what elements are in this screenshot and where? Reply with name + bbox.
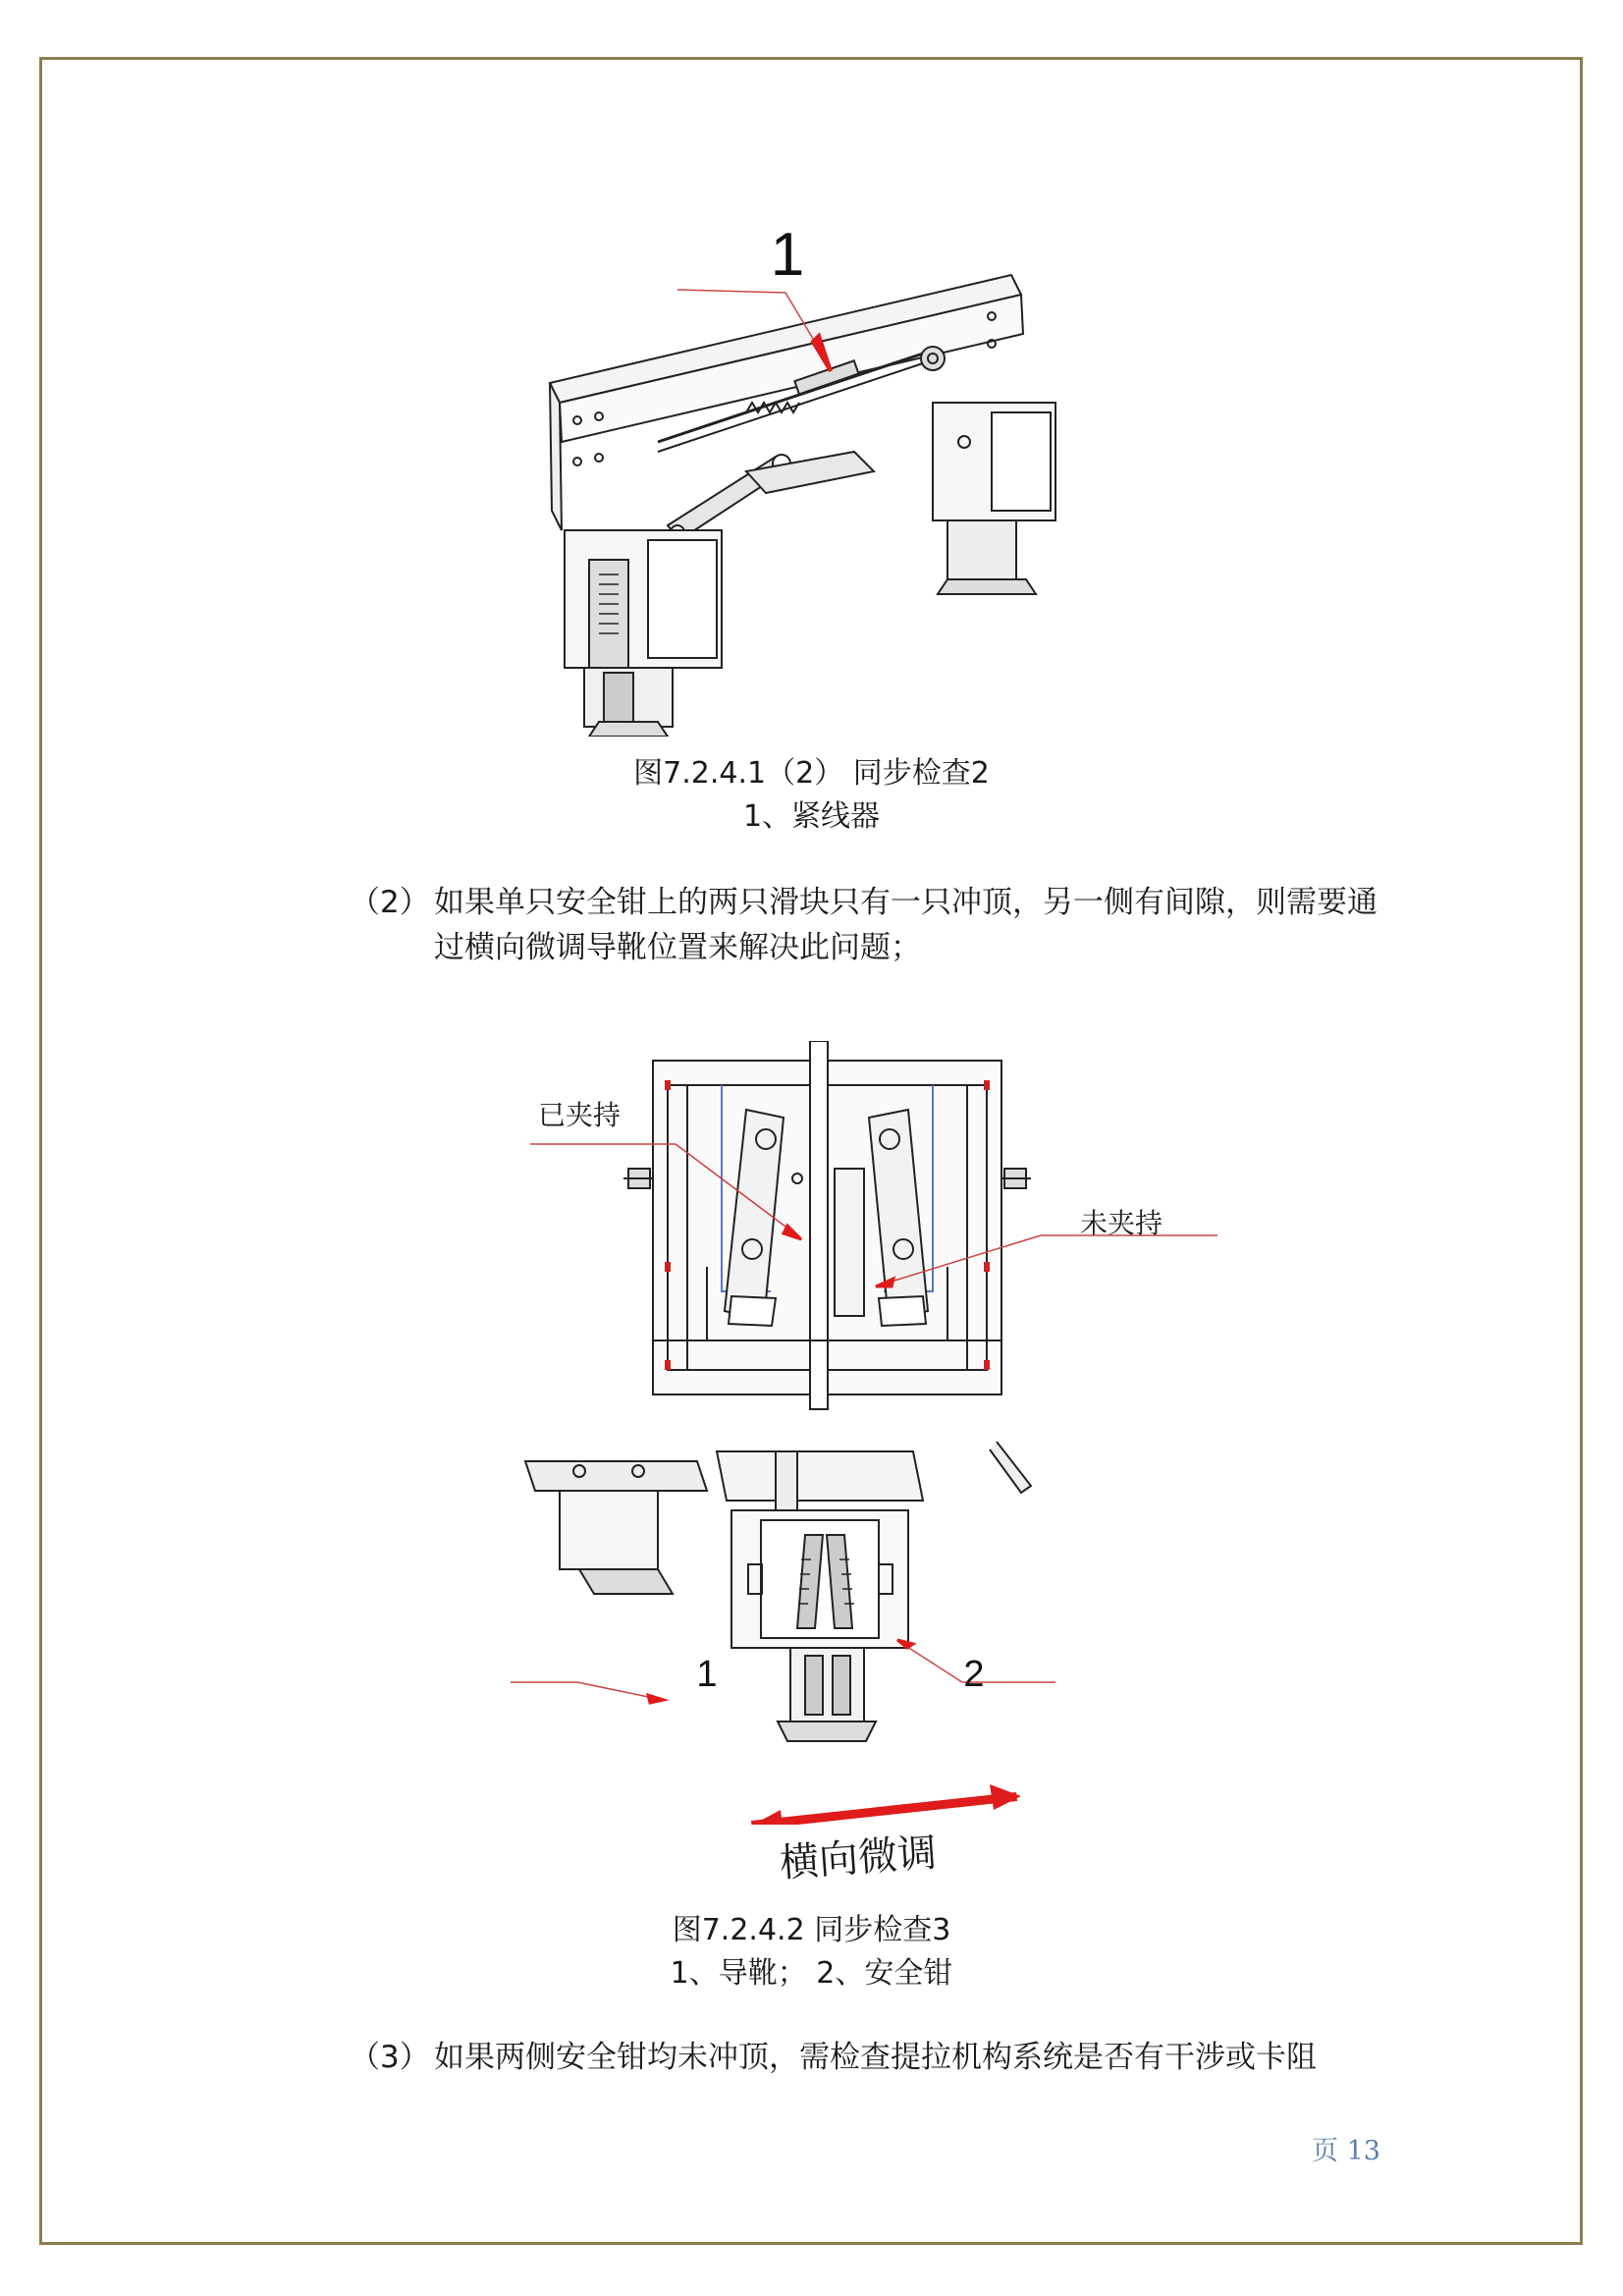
- paragraph-3: [350, 2035, 1430, 2084]
- figure-sync-check-3-assembly: [511, 1442, 1060, 1825]
- lateral-adjust-label: 横向微调: [778, 1830, 939, 1886]
- paragraph-2-number: （2）: [350, 885, 430, 920]
- paragraph-2: [350, 880, 1430, 978]
- figure1-callout-1: 1: [770, 221, 805, 289]
- figure1-caption-legend: 1、紧线器: [742, 799, 881, 834]
- figure1-caption-title: 图7.2.4.1（2） 同步检查2: [633, 756, 990, 791]
- label-clamped: 已夹持: [538, 1099, 622, 1131]
- figure-sync-check-2: [530, 206, 1080, 737]
- label-unclamped: 未夹持: [1080, 1207, 1163, 1239]
- figure2-caption-legend: 1、导靴； 2、安全钳: [670, 1956, 953, 1991]
- figure2-callout-2: 2: [963, 1654, 985, 1695]
- paragraph-3-number: （3）: [350, 2040, 430, 2075]
- paragraph-3-text: 如果两侧安全钳均未冲顶，需检查提拉机构系统是否有干涉或卡阻: [434, 2040, 1317, 2075]
- figure2-callout-1: 1: [696, 1654, 718, 1695]
- page-number: 页 13: [1312, 2136, 1380, 2166]
- paragraph-2-text: 如果单只安全钳上的两只滑块只有一只冲顶，另一侧有间隙，则需要通过横向微调导靴位置来解决此问题；: [434, 885, 1378, 965]
- figure2-caption-title: 图7.2.4.2 同步检查3: [672, 1913, 951, 1947]
